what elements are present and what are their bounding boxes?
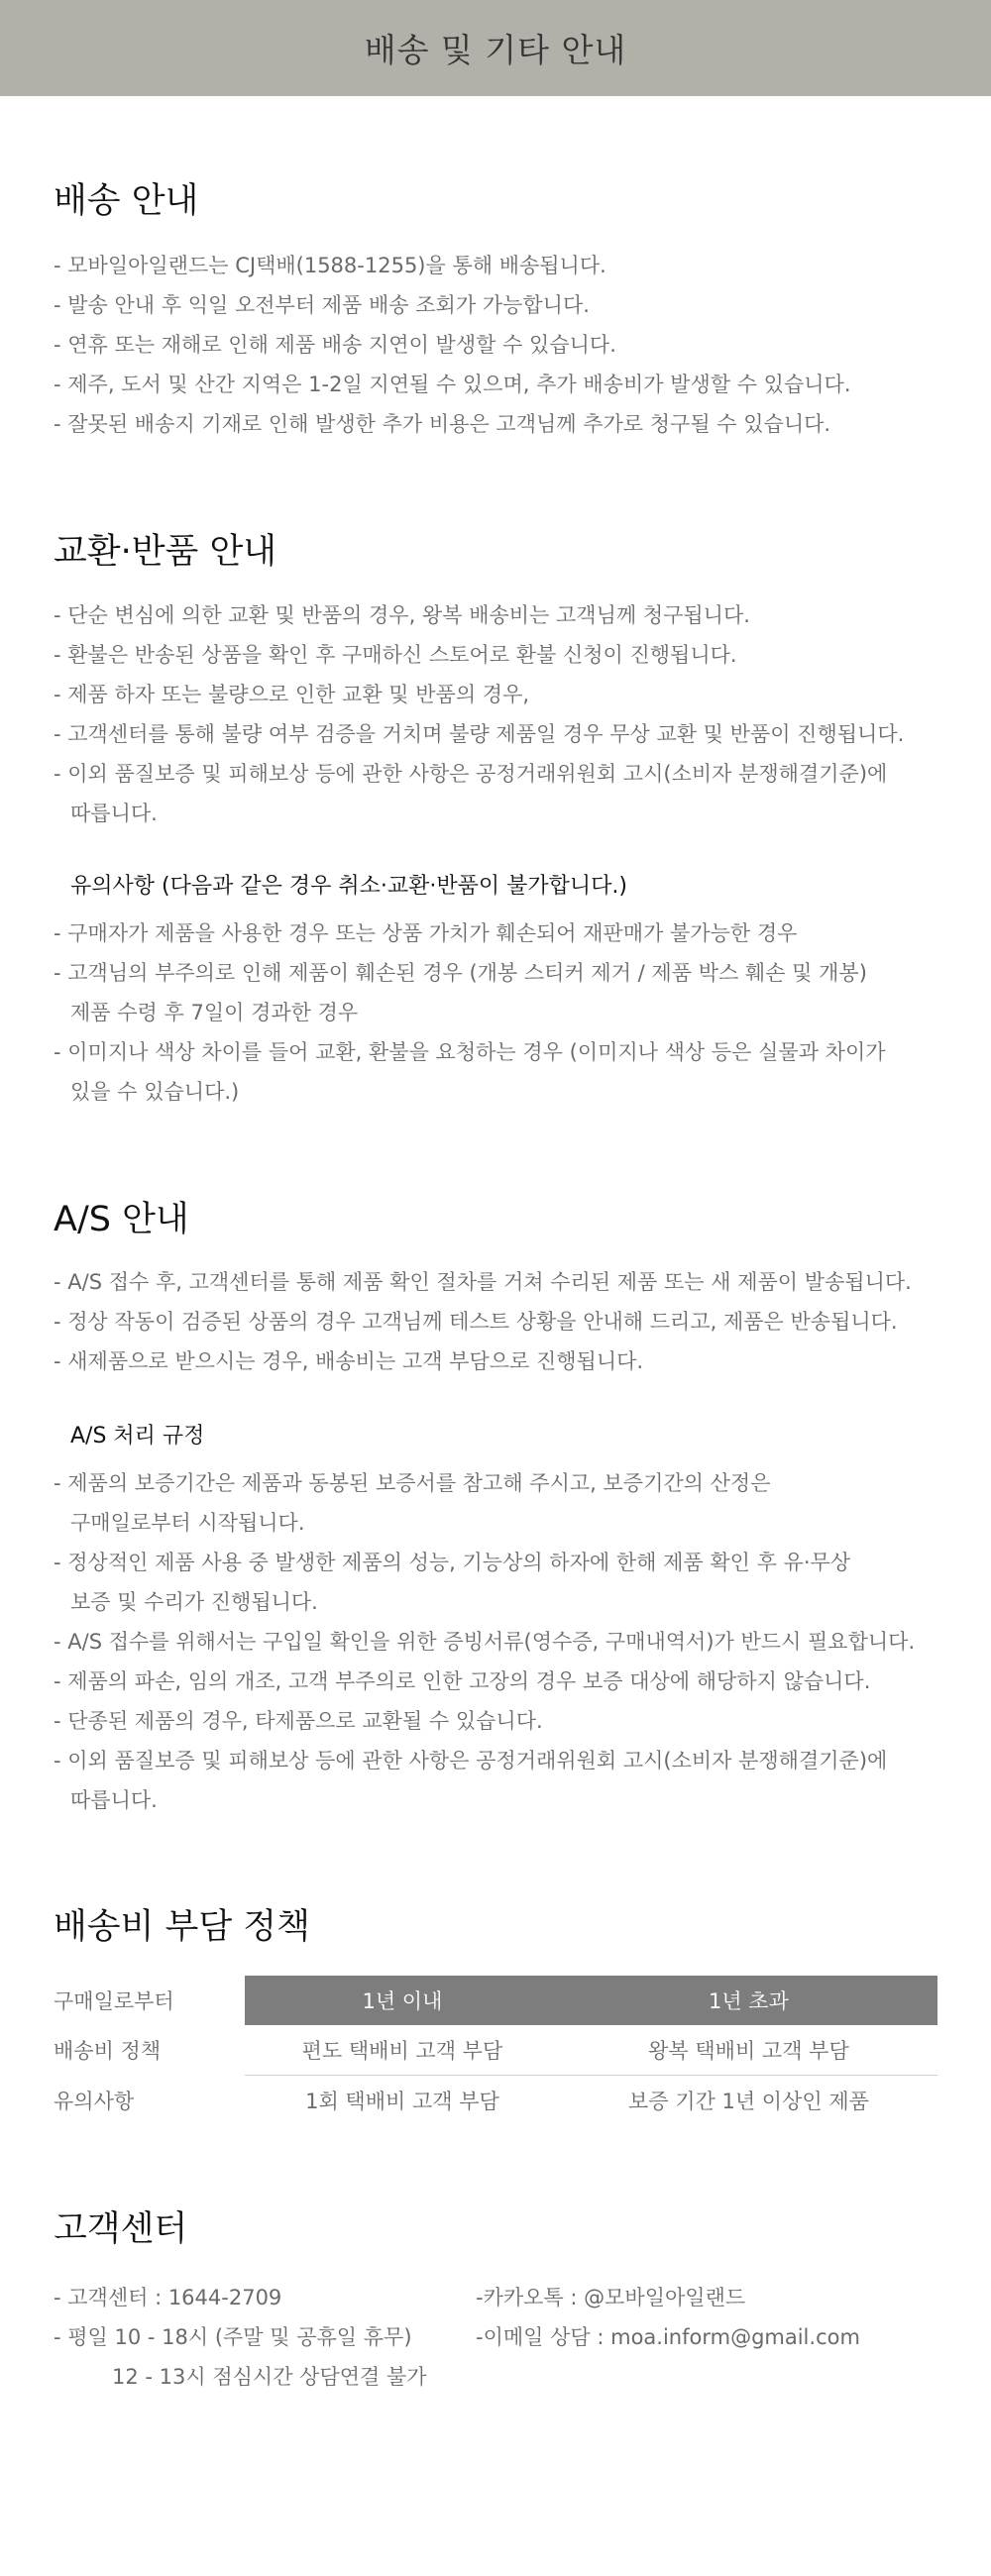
list-item: - 모바일아일랜드는 CJ택배(1588-1255)을 통해 배송됩니다. xyxy=(54,254,606,277)
list-item: - 이외 품질보증 및 피해보상 등에 관한 사항은 공정거래위원회 고시(소비자 분쟁해결기준)에 xyxy=(54,1749,888,1772)
exchange-section-title: 교환·반품 안내 xyxy=(54,532,277,572)
list-item: 구매일로부터 시작됩니다. xyxy=(70,1511,305,1535)
list-item: 있을 수 있습니다.) xyxy=(70,1080,240,1104)
list-item: - 단종된 제품의 경우, 타제품으로 교환될 수 있습니다. xyxy=(54,1709,543,1733)
list-item: - 제품의 보증기간은 제품과 동봉된 보증서를 참고해 주시고, 보증기간의 산정은 xyxy=(54,1471,771,1495)
list-item: - A/S 접수를 위해서는 구입일 확인을 위한 증빙서류(영수증, 구매내역서)가 반드시 필요합니다. xyxy=(54,1630,916,1654)
exchange-notice-list xyxy=(54,913,886,1112)
page-header xyxy=(0,0,991,96)
list-item: - 구매자가 제품을 사용한 경우 또는 상품 가치가 훼손되어 재판매가 불가능한 경우 xyxy=(54,921,798,945)
as-rules-title: A/S 처리 규정 xyxy=(70,1424,205,1449)
table-row xyxy=(54,2076,937,2126)
list-item: - 이외 품질보증 및 피해보상 등에 관한 사항은 공정거래위원회 고시(소비자 분쟁해결기준)에 xyxy=(54,762,888,786)
table-cell: 왕복 택배비 고객 부담 xyxy=(560,2025,937,2076)
list-item: - A/S 접수 후, 고객센터를 통해 제품 확인 절차를 거쳐 수리된 제품 또는 새 제품이 발송됩니다. xyxy=(54,1270,912,1294)
table-column-header: 1년 초과 xyxy=(560,1976,937,2025)
list-item: - 이미지나 색상 차이를 들어 교환, 환불을 요청하는 경우 (이미지나 색상 등은 실물과 차이가 xyxy=(54,1040,886,1064)
list-item: - 고객님의 부주의로 인해 제품이 훼손된 경우 (개봉 스티커 제거 / 제품 박스 훼손 및 개봉) xyxy=(54,961,867,985)
table-column-header: 1년 이내 xyxy=(245,1976,560,2025)
customer-center-phone: - 고객센터 : 1644-2709 xyxy=(54,2286,282,2309)
shipping-policy-title: 배송비 부담 정책 xyxy=(54,1907,310,1947)
list-item: 보증 및 수리가 진행됩니다. xyxy=(70,1590,318,1614)
table-header-row xyxy=(54,1976,937,2025)
list-item: - 제품 하자 또는 불량으로 인한 교환 및 반품의 경우, xyxy=(54,683,530,706)
customer-center-title: 고객센터 xyxy=(54,2209,188,2249)
shipping-policy-table xyxy=(54,1976,937,2125)
exchange-info-list xyxy=(54,595,904,833)
table-cell: 1회 택배비 고객 부담 xyxy=(305,2090,499,2113)
customer-center-hours: - 평일 10 - 18시 (주말 및 공휴일 휴무) xyxy=(54,2325,412,2349)
kakaotalk-contact: -카카오톡 : @모바일아일랜드 xyxy=(476,2286,746,2309)
table-cell: 편도 택배비 고객 부담 xyxy=(245,2025,560,2076)
table-cell: 보증 기간 1년 이상인 제품 xyxy=(627,2090,869,2113)
as-info-list xyxy=(54,1262,912,1381)
list-item: - 환불은 반송된 상품을 확인 후 구매하신 스토어로 환불 신청이 진행됩니다. xyxy=(54,643,737,667)
page-title: 배송 및 기타 안내 xyxy=(364,31,627,69)
list-item: - 제품의 파손, 임의 개조, 고객 부주의로 인한 고장의 경우 보증 대상에 해당하지 않습니다. xyxy=(54,1669,871,1693)
list-item: 따릅니다. xyxy=(70,802,158,825)
list-item: - 단순 변심에 의한 교환 및 반품의 경우, 왕복 배송비는 고객님께 청구됩니다. xyxy=(54,603,750,627)
list-item: - 발송 안내 후 익일 오전부터 제품 배송 조회가 가능합니다. xyxy=(54,293,590,317)
exchange-notice-title: 유의사항 (다음과 같은 경우 취소·교환·반품이 불가합니다.) xyxy=(70,874,627,899)
list-item: 따릅니다. xyxy=(70,1788,158,1812)
list-item: - 고객센터를 통해 불량 여부 검증을 거치며 불량 제품일 경우 무상 교환 및 반품이 진행됩니다. xyxy=(54,722,905,746)
table-row-label: 유의사항 xyxy=(54,2089,135,2113)
shipping-section-title: 배송 안내 xyxy=(54,181,199,221)
email-contact: -이메일 상담 : moa.inform@gmail.com xyxy=(476,2325,860,2349)
list-item: 제품 수령 후 7일이 경과한 경우 xyxy=(70,1001,359,1024)
list-item: - 제주, 도서 및 산간 지역은 1-2일 지연될 수 있으며, 추가 배송비가 발생할 수 있습니다. xyxy=(54,373,851,396)
list-item: - 잘못된 배송지 기재로 인해 발생한 추가 비용은 고객님께 추가로 청구될 수 있습니다. xyxy=(54,412,831,436)
list-item: - 연휴 또는 재해로 인해 제품 배송 지연이 발생할 수 있습니다. xyxy=(54,333,616,357)
table-row-label: 배송비 정책 xyxy=(54,2039,162,2064)
list-item: - 새제품으로 받으시는 경우, 배송비는 고객 부담으로 진행됩니다. xyxy=(54,1349,644,1373)
as-rules-list xyxy=(54,1463,915,1820)
shipping-info-list xyxy=(54,246,851,444)
list-item: - 정상적인 제품 사용 중 발생한 제품의 성능, 기능상의 하자에 한해 제품 확인 후 유·무상 xyxy=(54,1551,851,1574)
as-section-title: A/S 안내 xyxy=(54,1200,189,1239)
table-row-label: 구매일로부터 xyxy=(54,1989,174,2013)
list-item: - 정상 작동이 검증된 상품의 경우 고객님께 테스트 상황을 안내해 드리고, 제품은 반송됩니다. xyxy=(54,1310,898,1334)
table-row xyxy=(54,2025,937,2076)
customer-center-lunch: 12 - 13시 점심시간 상담연결 불가 xyxy=(112,2365,427,2389)
